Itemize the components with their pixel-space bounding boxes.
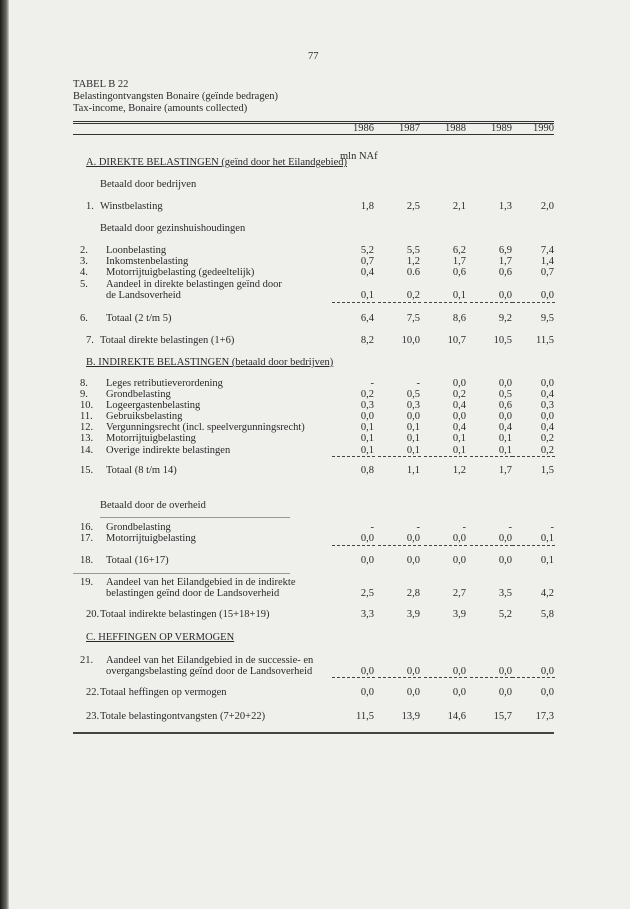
table-title-en: Tax-income, Bonaire (amounts collected) bbox=[73, 103, 248, 114]
subtotal-dashes bbox=[332, 677, 375, 678]
cell-value: 0,1 bbox=[406, 422, 420, 433]
cell-value: 2,8 bbox=[406, 588, 420, 599]
cell-value: 0,7 bbox=[360, 256, 374, 267]
cell-value: 1,7 bbox=[498, 256, 512, 267]
cell-value: 0,0 bbox=[406, 533, 420, 544]
cell-value: 2,1 bbox=[452, 201, 466, 212]
cell-value: 6,4 bbox=[360, 313, 374, 324]
cell-value: 0,4 bbox=[360, 267, 374, 278]
cell-value: 0,0 bbox=[498, 687, 512, 698]
cell-value: 7,5 bbox=[406, 313, 420, 324]
cell-value: 0,0 bbox=[498, 666, 512, 677]
cell-value: 1,4 bbox=[540, 256, 554, 267]
cell-value: - bbox=[550, 522, 554, 533]
cell-value: 0,0 bbox=[452, 533, 466, 544]
year-column-header: 1988 bbox=[445, 123, 466, 134]
row-label: Totaal (2 t/m 5) bbox=[106, 313, 172, 324]
cell-value: 0,6 bbox=[452, 267, 466, 278]
cell-value: 0,0 bbox=[498, 533, 512, 544]
cell-value: 1,2 bbox=[406, 256, 420, 267]
cell-value: 0.6 bbox=[406, 267, 420, 278]
cell-value: 0,1 bbox=[360, 433, 374, 444]
subtotal-dashes bbox=[378, 302, 421, 303]
subtotal-dashes bbox=[424, 677, 467, 678]
subtotal-dashes bbox=[332, 545, 375, 546]
cell-value: 1,5 bbox=[540, 465, 554, 476]
unit-label: mln NAf bbox=[340, 151, 378, 162]
cell-value: 0,3 bbox=[406, 400, 420, 411]
row-number: 11. bbox=[80, 411, 93, 422]
cell-value: 0,0 bbox=[498, 378, 512, 389]
cell-value: 0,3 bbox=[540, 400, 554, 411]
page-number: 77 bbox=[308, 51, 319, 62]
cell-value: 0,1 bbox=[360, 290, 374, 301]
row-label: Grondbelasting bbox=[106, 389, 171, 400]
cell-value: 6,9 bbox=[498, 245, 512, 256]
row-label: Totale belastingontvangsten (7+20+22) bbox=[100, 711, 266, 722]
cell-value: 0,6 bbox=[498, 267, 512, 278]
year-column-header: 1987 bbox=[399, 123, 420, 134]
cell-value: 8,6 bbox=[452, 313, 466, 324]
row-number: 22. bbox=[86, 687, 100, 698]
row-label: Winstbelasting bbox=[100, 201, 163, 212]
cell-value: 0,0 bbox=[406, 411, 420, 422]
subtotal-dashes bbox=[424, 456, 467, 457]
row-number: 16. bbox=[80, 522, 94, 533]
row-label: de Landsoverheid bbox=[106, 290, 181, 301]
row-number: 6. bbox=[80, 313, 88, 324]
cell-value: 0,1 bbox=[360, 422, 374, 433]
subtotal-dashes bbox=[512, 677, 555, 678]
cell-value: 0,0 bbox=[452, 666, 466, 677]
row-number: 15. bbox=[80, 465, 94, 476]
separator-rule bbox=[73, 573, 290, 574]
row-label: Grondbelasting bbox=[106, 522, 171, 533]
cell-value: 3,3 bbox=[360, 609, 374, 620]
row-number: 20. bbox=[86, 609, 100, 620]
subtotal-dashes bbox=[470, 456, 513, 457]
cell-value: 7,4 bbox=[540, 245, 554, 256]
cell-value: 10,0 bbox=[401, 335, 420, 346]
row-label: Aandeel van het Eilandgebied in de successie- en bbox=[106, 655, 314, 666]
cell-value: 0,2 bbox=[406, 290, 420, 301]
cell-value: 5,2 bbox=[498, 609, 512, 620]
bottom-rule bbox=[73, 732, 554, 734]
cell-value: 17,3 bbox=[535, 711, 554, 722]
cell-value: 1,3 bbox=[498, 201, 512, 212]
cell-value: 0,2 bbox=[452, 389, 466, 400]
row-number: 12. bbox=[80, 422, 94, 433]
cell-value: - bbox=[508, 522, 512, 533]
row-number: 17. bbox=[80, 533, 94, 544]
subtotal-dashes bbox=[424, 545, 467, 546]
cell-value: 0,5 bbox=[498, 389, 512, 400]
row-number: 13. bbox=[80, 433, 94, 444]
cell-value: 0,4 bbox=[540, 389, 554, 400]
cell-value: 0,0 bbox=[360, 666, 374, 677]
cell-value: 5,8 bbox=[540, 609, 554, 620]
cell-value: 6,2 bbox=[452, 245, 466, 256]
subtotal-dashes bbox=[470, 545, 513, 546]
row-label: overgangsbelasting geïnd door de Landsoverheid bbox=[106, 666, 313, 677]
cell-value: 11,5 bbox=[536, 335, 554, 346]
subtotal-dashes bbox=[512, 302, 555, 303]
cell-value: 0,1 bbox=[498, 445, 512, 456]
cell-value: 0,0 bbox=[540, 290, 554, 301]
cell-value: 0,0 bbox=[540, 687, 554, 698]
cell-value: 2,7 bbox=[452, 588, 466, 599]
cell-value: 0,0 bbox=[540, 378, 554, 389]
cell-value: 0,1 bbox=[540, 533, 554, 544]
cell-value: 0,0 bbox=[360, 533, 374, 544]
cell-value: 0,0 bbox=[498, 411, 512, 422]
row-label: Motorrijtuigbelasting bbox=[106, 433, 196, 444]
cell-value: 0,0 bbox=[540, 411, 554, 422]
table-id: TABEL B 22 bbox=[73, 79, 129, 90]
cell-value: 0,0 bbox=[452, 555, 466, 566]
subtotal-dashes bbox=[512, 545, 555, 546]
cell-value: 2,5 bbox=[360, 588, 374, 599]
cell-value: 8,2 bbox=[360, 335, 374, 346]
cell-value: 0,0 bbox=[406, 666, 420, 677]
cell-value: 10,7 bbox=[447, 335, 466, 346]
cell-value: 0,7 bbox=[540, 267, 554, 278]
cell-value: 9,5 bbox=[540, 313, 554, 324]
cell-value: 0,0 bbox=[498, 555, 512, 566]
cell-value: 0,1 bbox=[452, 445, 466, 456]
cell-value: 0,1 bbox=[452, 433, 466, 444]
cell-value: 1,7 bbox=[498, 465, 512, 476]
year-column-header: 1989 bbox=[491, 123, 512, 134]
row-label: Gebruiksbelasting bbox=[106, 411, 183, 422]
cell-value: 1,1 bbox=[406, 465, 420, 476]
row-number: 4. bbox=[80, 267, 88, 278]
subtotal-dashes bbox=[470, 677, 513, 678]
cell-value: 0,0 bbox=[406, 687, 420, 698]
cell-value: 3,9 bbox=[452, 609, 466, 620]
row-label: belastingen geïnd door de Landsoverheid bbox=[106, 588, 280, 599]
row-label: Motorrijtuigbelasting bbox=[106, 533, 196, 544]
row-label: Vergunningsrecht (incl. speelvergunningsrecht) bbox=[106, 422, 305, 433]
cell-value: 0,4 bbox=[452, 400, 466, 411]
row-label: Loonbelasting bbox=[106, 245, 167, 256]
cell-value: 5,5 bbox=[406, 245, 420, 256]
subtotal-dashes bbox=[332, 456, 375, 457]
cell-value: 0,0 bbox=[360, 687, 374, 698]
cell-value: 0,8 bbox=[360, 465, 374, 476]
section-heading: C. HEFFINGEN OP VERMOGEN bbox=[86, 632, 235, 643]
row-label: Inkomstenbelasting bbox=[106, 256, 189, 267]
row-number: 1. bbox=[86, 201, 94, 212]
row-number: 10. bbox=[80, 400, 94, 411]
cell-value: 0,2 bbox=[540, 445, 554, 456]
cell-value: 0,5 bbox=[406, 389, 420, 400]
cell-value: 1,8 bbox=[360, 201, 374, 212]
row-label: Leges retributieverordening bbox=[106, 378, 223, 389]
cell-value: 0,2 bbox=[360, 389, 374, 400]
row-label: Totaal heffingen op vermogen bbox=[100, 687, 227, 698]
cell-value: 0,0 bbox=[452, 378, 466, 389]
cell-value: 15,7 bbox=[493, 711, 512, 722]
header-rule bbox=[73, 134, 554, 135]
row-label: Aandeel van het Eilandgebied in de indirekte bbox=[106, 577, 296, 588]
cell-value: 3,5 bbox=[498, 588, 512, 599]
scan-edge bbox=[0, 0, 9, 909]
cell-value: 0,2 bbox=[540, 433, 554, 444]
separator-rule bbox=[100, 517, 290, 518]
cell-value: 0,4 bbox=[498, 422, 512, 433]
cell-value: 0,0 bbox=[540, 666, 554, 677]
cell-value: 2,5 bbox=[406, 201, 420, 212]
row-label: Totaal direkte belastingen (1+6) bbox=[100, 335, 235, 346]
row-number: 14. bbox=[80, 445, 94, 456]
row-label: Aandeel in direkte belastingen geïnd door bbox=[106, 279, 282, 290]
subtotal-dashes bbox=[378, 545, 421, 546]
subtotal-dashes bbox=[470, 302, 513, 303]
row-number: 9. bbox=[80, 389, 88, 400]
cell-value: 13,9 bbox=[401, 711, 420, 722]
top-rule bbox=[73, 121, 554, 122]
row-number: 19. bbox=[80, 577, 94, 588]
year-column-header: 1990 bbox=[533, 123, 554, 134]
cell-value: 0,0 bbox=[498, 290, 512, 301]
row-label: Totaal indirekte belastingen (15+18+19) bbox=[100, 609, 270, 620]
row-number: 5. bbox=[80, 279, 88, 290]
cell-value: 0,0 bbox=[360, 555, 374, 566]
row-number: 21. bbox=[80, 655, 94, 666]
cell-value: 0,0 bbox=[452, 411, 466, 422]
subtotal-dashes bbox=[512, 456, 555, 457]
subtotal-dashes bbox=[424, 302, 467, 303]
cell-value: 10,5 bbox=[493, 335, 512, 346]
cell-value: 1,7 bbox=[452, 256, 466, 267]
subheading: Betaald door bedrijven bbox=[100, 179, 197, 190]
subtotal-dashes bbox=[378, 677, 421, 678]
cell-value: 0,1 bbox=[406, 445, 420, 456]
row-label: Logeergastenbelasting bbox=[106, 400, 201, 411]
row-label: Motorrijtuigbelasting (gedeeltelijk) bbox=[106, 267, 255, 278]
cell-value: - bbox=[370, 378, 374, 389]
cell-value: 14,6 bbox=[447, 711, 466, 722]
cell-value: 9,2 bbox=[498, 313, 512, 324]
row-number: 23. bbox=[86, 711, 100, 722]
cell-value: 4,2 bbox=[540, 588, 554, 599]
row-number: 3. bbox=[80, 256, 88, 267]
cell-value: - bbox=[416, 378, 420, 389]
subheading: Betaald door gezinshuishoudingen bbox=[100, 223, 246, 234]
year-column-header: 1986 bbox=[353, 123, 374, 134]
cell-value: - bbox=[462, 522, 466, 533]
row-label: Totaal (8 t/m 14) bbox=[106, 465, 177, 476]
cell-value: 0,4 bbox=[452, 422, 466, 433]
row-label: Totaal (16+17) bbox=[106, 555, 169, 566]
cell-value: 0,1 bbox=[540, 555, 554, 566]
subtotal-dashes bbox=[378, 456, 421, 457]
cell-value: 0,0 bbox=[360, 411, 374, 422]
cell-value: 2,0 bbox=[540, 201, 554, 212]
cell-value: 1,2 bbox=[452, 465, 466, 476]
cell-value: - bbox=[370, 522, 374, 533]
cell-value: 5,2 bbox=[360, 245, 374, 256]
row-label: Overige indirekte belastingen bbox=[106, 445, 231, 456]
cell-value: 0,1 bbox=[452, 290, 466, 301]
subtotal-dashes bbox=[332, 302, 375, 303]
row-number: 8. bbox=[80, 378, 88, 389]
cell-value: 0,3 bbox=[360, 400, 374, 411]
row-number: 7. bbox=[86, 335, 94, 346]
cell-value: - bbox=[416, 522, 420, 533]
cell-value: 0,4 bbox=[540, 422, 554, 433]
cell-value: 11,5 bbox=[356, 711, 374, 722]
cell-value: 0,1 bbox=[498, 433, 512, 444]
cell-value: 3,9 bbox=[406, 609, 420, 620]
section-heading: A. DIREKTE BELASTINGEN (geïnd door het Eilandgebied) bbox=[86, 157, 347, 168]
row-number: 18. bbox=[80, 555, 94, 566]
section-heading: B. INDIREKTE BELASTINGEN (betaald door bedrijven) bbox=[86, 357, 334, 368]
row-number: 2. bbox=[80, 245, 88, 256]
cell-value: 0,1 bbox=[406, 433, 420, 444]
subheading: Betaald door de overheid bbox=[100, 500, 206, 511]
cell-value: 0,1 bbox=[360, 445, 374, 456]
cell-value: 0,0 bbox=[406, 555, 420, 566]
cell-value: 0,0 bbox=[452, 687, 466, 698]
cell-value: 0,6 bbox=[498, 400, 512, 411]
table-title-nl: Belastingontvangsten Bonaire (geïnde bedragen) bbox=[73, 91, 278, 102]
